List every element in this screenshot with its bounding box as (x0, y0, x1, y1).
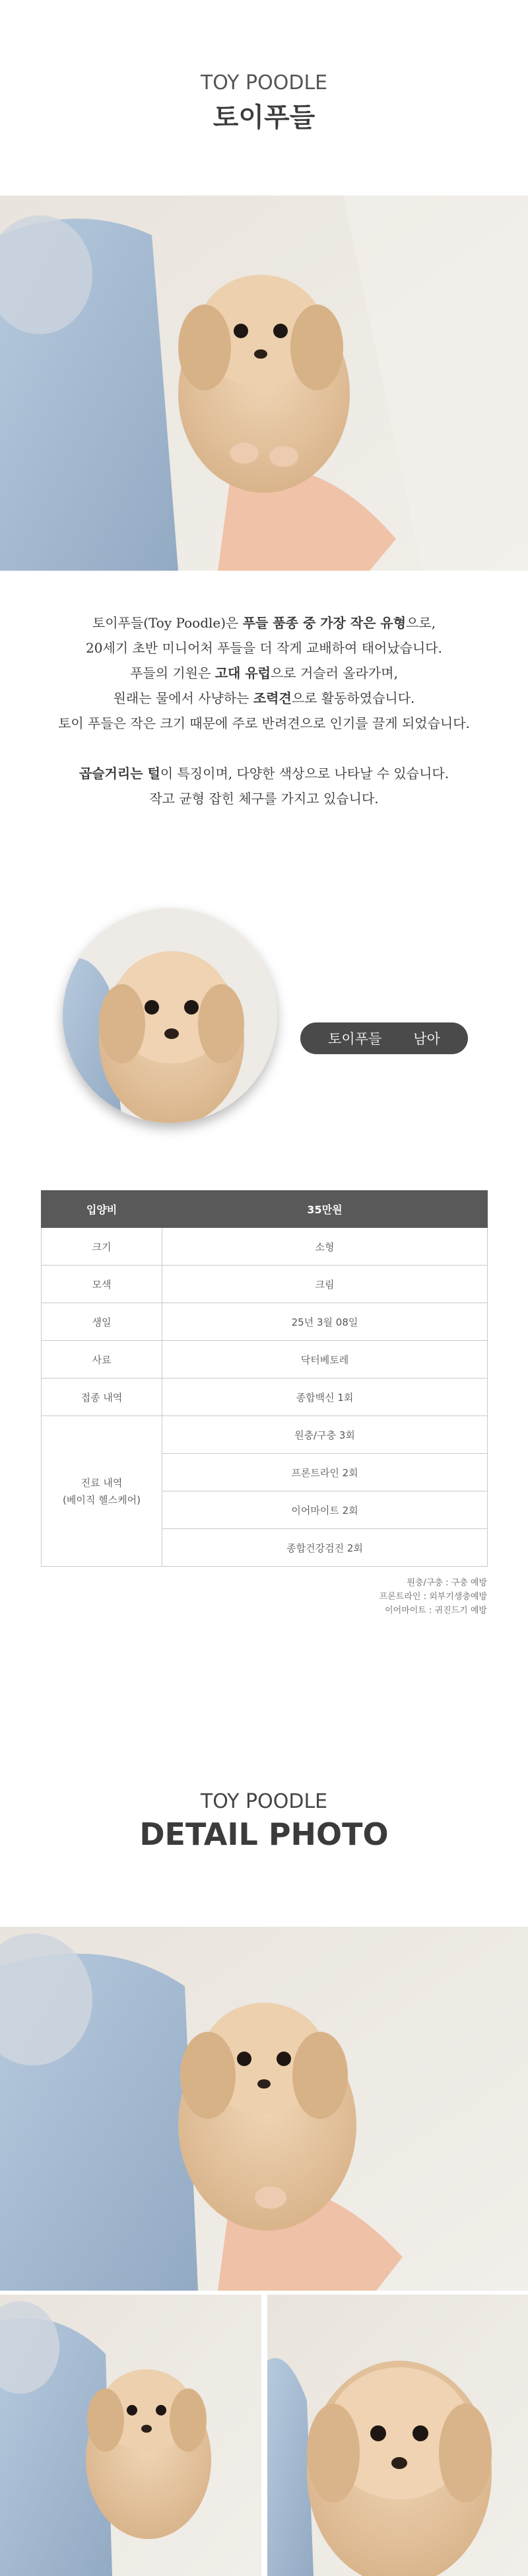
description-line (0, 711, 528, 736)
page-title: 토이푸들 (213, 102, 315, 133)
breed-label: 토이푸들 (328, 1031, 382, 1047)
puppy-profile-photo (63, 908, 277, 1123)
description-line (0, 686, 528, 711)
gender-label: 남아 (413, 1031, 440, 1047)
table-row (42, 1378, 488, 1416)
row-key: 생일 (42, 1303, 162, 1341)
description-text: 20세기 초반 미니어처 푸들을 더 작게 교배하여 태어났습니다. (86, 640, 442, 656)
treatment-value: 프론트라인 2회 (162, 1454, 488, 1491)
description-emphasis: 푸들 품종 중 가장 작은 유형 (242, 615, 407, 631)
description-emphasis: 조력견 (253, 690, 292, 706)
detail-photo-right (267, 2295, 528, 2576)
row-value: 크림 (162, 1266, 488, 1303)
description-text: 으로 활동하였습니다. (291, 690, 415, 706)
note-line: 원충/구충 : 구충 예방 (407, 1578, 487, 1588)
treatment-key (42, 1416, 162, 1567)
description-line (0, 610, 528, 635)
row-value: 25년 3월 08일 (162, 1303, 488, 1341)
page-subtitle: TOY POODLE (200, 71, 328, 94)
row-value: 닥터베토레 (162, 1341, 488, 1378)
table-header-row (42, 1191, 488, 1228)
detail-photo-large (0, 1927, 528, 2291)
row-key: 크기 (42, 1228, 162, 1266)
detail-photo-left (0, 2295, 261, 2576)
description-text: 으로, (406, 615, 436, 631)
row-value: 종합백신 1회 (162, 1378, 488, 1416)
description-text: 푸들의 기원은 (130, 665, 215, 681)
row-key: 사료 (42, 1341, 162, 1378)
description-text: 원래는 물에서 사냥하는 (113, 690, 253, 706)
detail-subtitle: TOY POODLE (200, 1790, 328, 1813)
note-line: 프론트라인 : 외부기생충예방 (379, 1592, 487, 1602)
description-text: 작고 균형 잡힌 체구를 가지고 있습니다. (149, 791, 379, 806)
price-label: 입양비 (42, 1191, 162, 1228)
description-line (0, 761, 528, 786)
puppy-info-table (41, 1190, 488, 1567)
detail-title: DETAIL PHOTO (139, 1816, 389, 1852)
price-value: 35만원 (162, 1191, 488, 1228)
table-row (42, 1416, 488, 1454)
table-row (42, 1303, 488, 1341)
row-key: 접종 내역 (42, 1378, 162, 1416)
treatment-value: 종합건강검진 2회 (162, 1529, 488, 1567)
breed-description (0, 610, 528, 811)
table-row (42, 1266, 488, 1303)
description-text: 토이 푸들은 작은 크기 때문에 주로 반려견으로 인기를 끌게 되었습니다. (58, 715, 470, 731)
description-text: 토이푸들(Toy Poodle)은 (92, 615, 243, 631)
row-key: 모색 (42, 1266, 162, 1303)
description-text: 으로 거슬러 올라가며, (270, 665, 398, 681)
description-emphasis: 곱슬거리는 털 (79, 766, 160, 781)
row-value: 소형 (162, 1228, 488, 1266)
hero-puppy-photo (0, 196, 528, 571)
treatment-key-line1: 진료 내역 (81, 1476, 123, 1489)
treatment-key-line2: (베이직 헬스케어) (63, 1493, 141, 1506)
treatment-value: 원충/구충 3회 (162, 1416, 488, 1454)
treatment-value: 이어마이트 2회 (162, 1491, 488, 1529)
note-line: 이어마이트 : 귀진드기 예방 (385, 1606, 487, 1616)
description-line (0, 786, 528, 811)
breed-gender-badge (300, 1022, 468, 1054)
description-line (0, 661, 528, 686)
table-row (42, 1341, 488, 1378)
description-line (0, 635, 528, 661)
description-text: 이 특징이며, 다양한 색상으로 나타날 수 있습니다. (160, 766, 449, 781)
description-emphasis: 고대 유럽 (214, 665, 271, 681)
description-line (0, 736, 528, 761)
table-row (42, 1228, 488, 1266)
treatment-notes (380, 1576, 487, 1618)
